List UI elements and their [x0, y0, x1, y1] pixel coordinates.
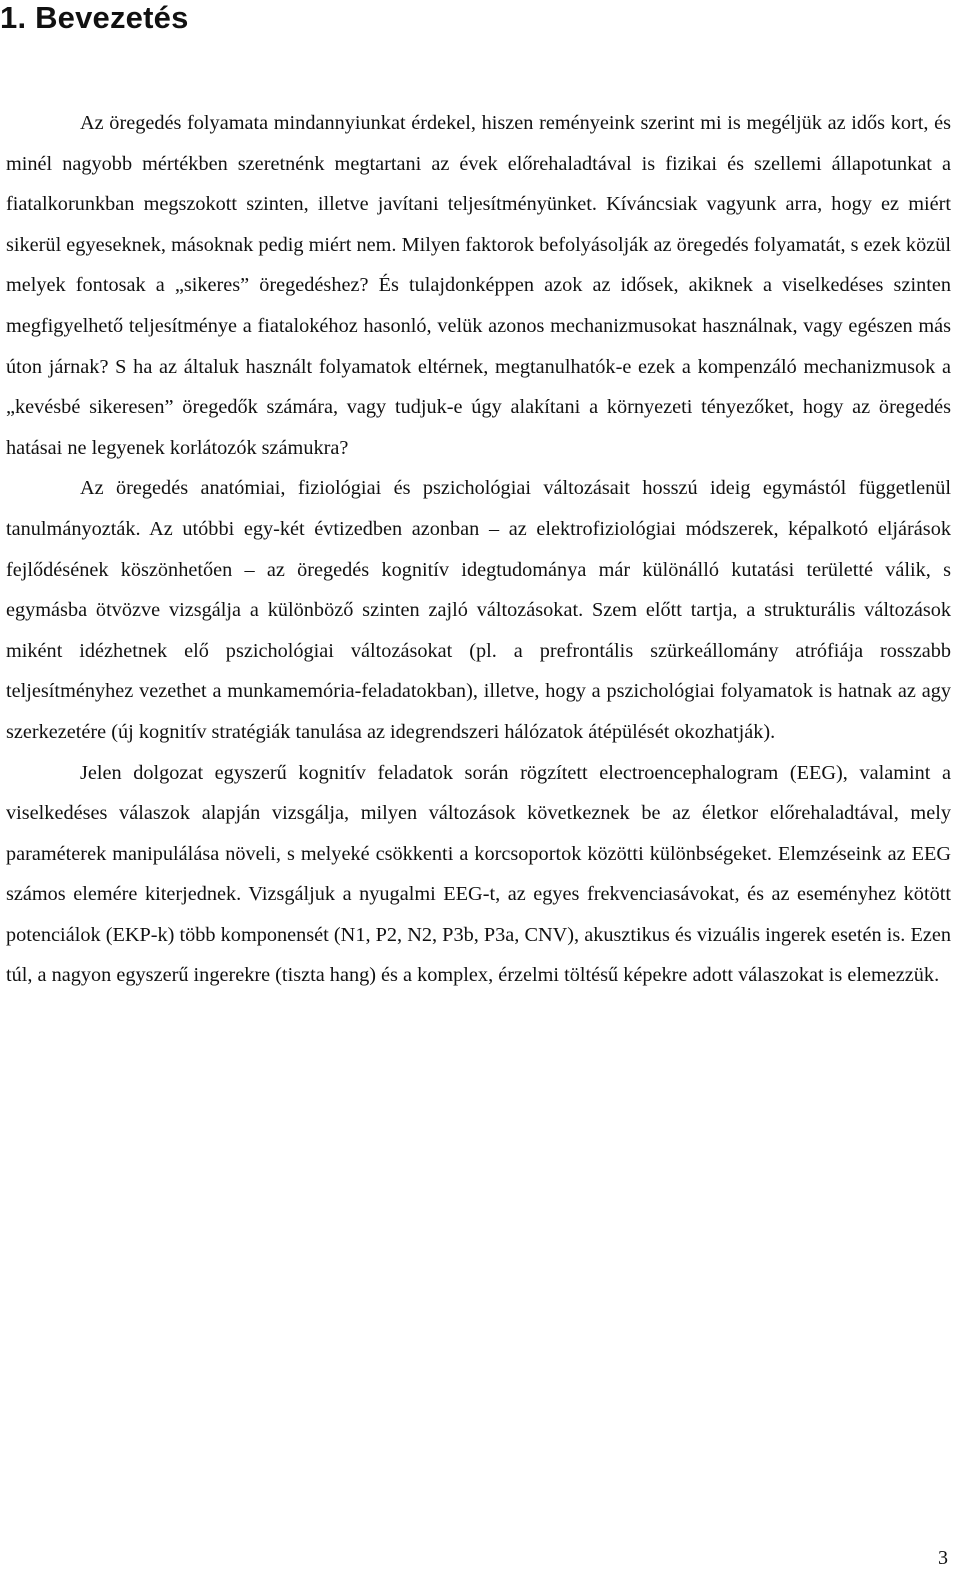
section-heading: 1. Bevezetés	[0, 0, 189, 35]
paragraph-intro: Az öregedés folyamata mindannyiunkat érdekel, hiszen reményeink szerint mi is megéljük az idős kort, és minél nagyobb mértékben szeretnénk megtartani az évek előrehaladtával is fizikai és szellemi állapotunkat a fiatalkorunkban megszokott szinten, illetve javítani teljesítményünket. Kíváncsiak vagyunk arra, hogy ez miért sikerül egyeseknek, másoknak pedig miért nem. Milyen faktorok befolyásolják az öregedés folyamatát, s ezek közül melyek fontosak a „sikeres” öregedéshez? És tulajdonképpen azok az idősek, akiknek a viselkedéses szinten megfigyelhető teljesítménye a fiatalokéhoz hasonló, velük azonos mechanizmusokat használnak, vagy egészen más úton járnak? S ha az általuk használt folyamatok eltérnek, megtanulhatók-e ezek a kompenzáló mechanizmusok a „kevésbé sikeresen” öregedők számára, vagy tudjuk-e úgy alakítani a környezeti tényezőket, hogy az öregedés hatásai ne legyenek korlátozók számukra?	[6, 112, 951, 459]
paragraph-study-aims: Jelen dolgozat egyszerű kognitív feladatok során rögzített electroencephalogram (EEG), valamint a viselkedéses válaszok alapján vizsgálja, milyen változások következnek be az életkor előrehaladtával, mely paraméterek manipulálása növeli, s melyeké csökkenti a korcsoportok közötti különbségeket. Elemzéseink az EEG számos elemére kiterjednek. Vizsgáljuk a nyugalmi EEG-t, az egyes frekvenciasávokat, és az eseményhez kötött potenciálok (EKP-k) több komponensét (N1, P2, N2, P3b, P3a, CNV), akusztikus és vizuális ingerek esetén is. Ezen túl, a nagyon egyszerű ingerekre (tiszta hang) és a komplex, érzelmi töltésű képekre adott válaszokat is elemezzük.	[6, 761, 951, 987]
body-text	[6, 103, 951, 996]
page-number: 3	[938, 1547, 948, 1569]
paragraph-research-history: Az öregedés anatómiai, fiziológiai és pszichológiai változásait hosszú ideig egymástól függetlenül tanulmányozták. Az utóbbi egy-két évtizedben azonban – az elektrofiziológiai módszerek, képalkotó eljárások fejlődésének köszönhetően – az öregedés kognitív idegtudománya már különálló kutatási területté válik, s egymásba ötvözve vizsgálja a különböző szinten zajló változásokat. Szem előtt tartja, a strukturális változások miként idézhetnek elő pszichológiai változásokat (pl. a prefrontális szürkeállomány atrófiája rosszabb teljesítményhez vezethet a munkamemória-feladatokban), illetve, hogy a pszichológiai folyamatok is hatnak az agy szerkezetére (új kognitív stratégiák tanulása az idegrendszeri hálózatok átépülését okozhatják).	[6, 477, 951, 743]
